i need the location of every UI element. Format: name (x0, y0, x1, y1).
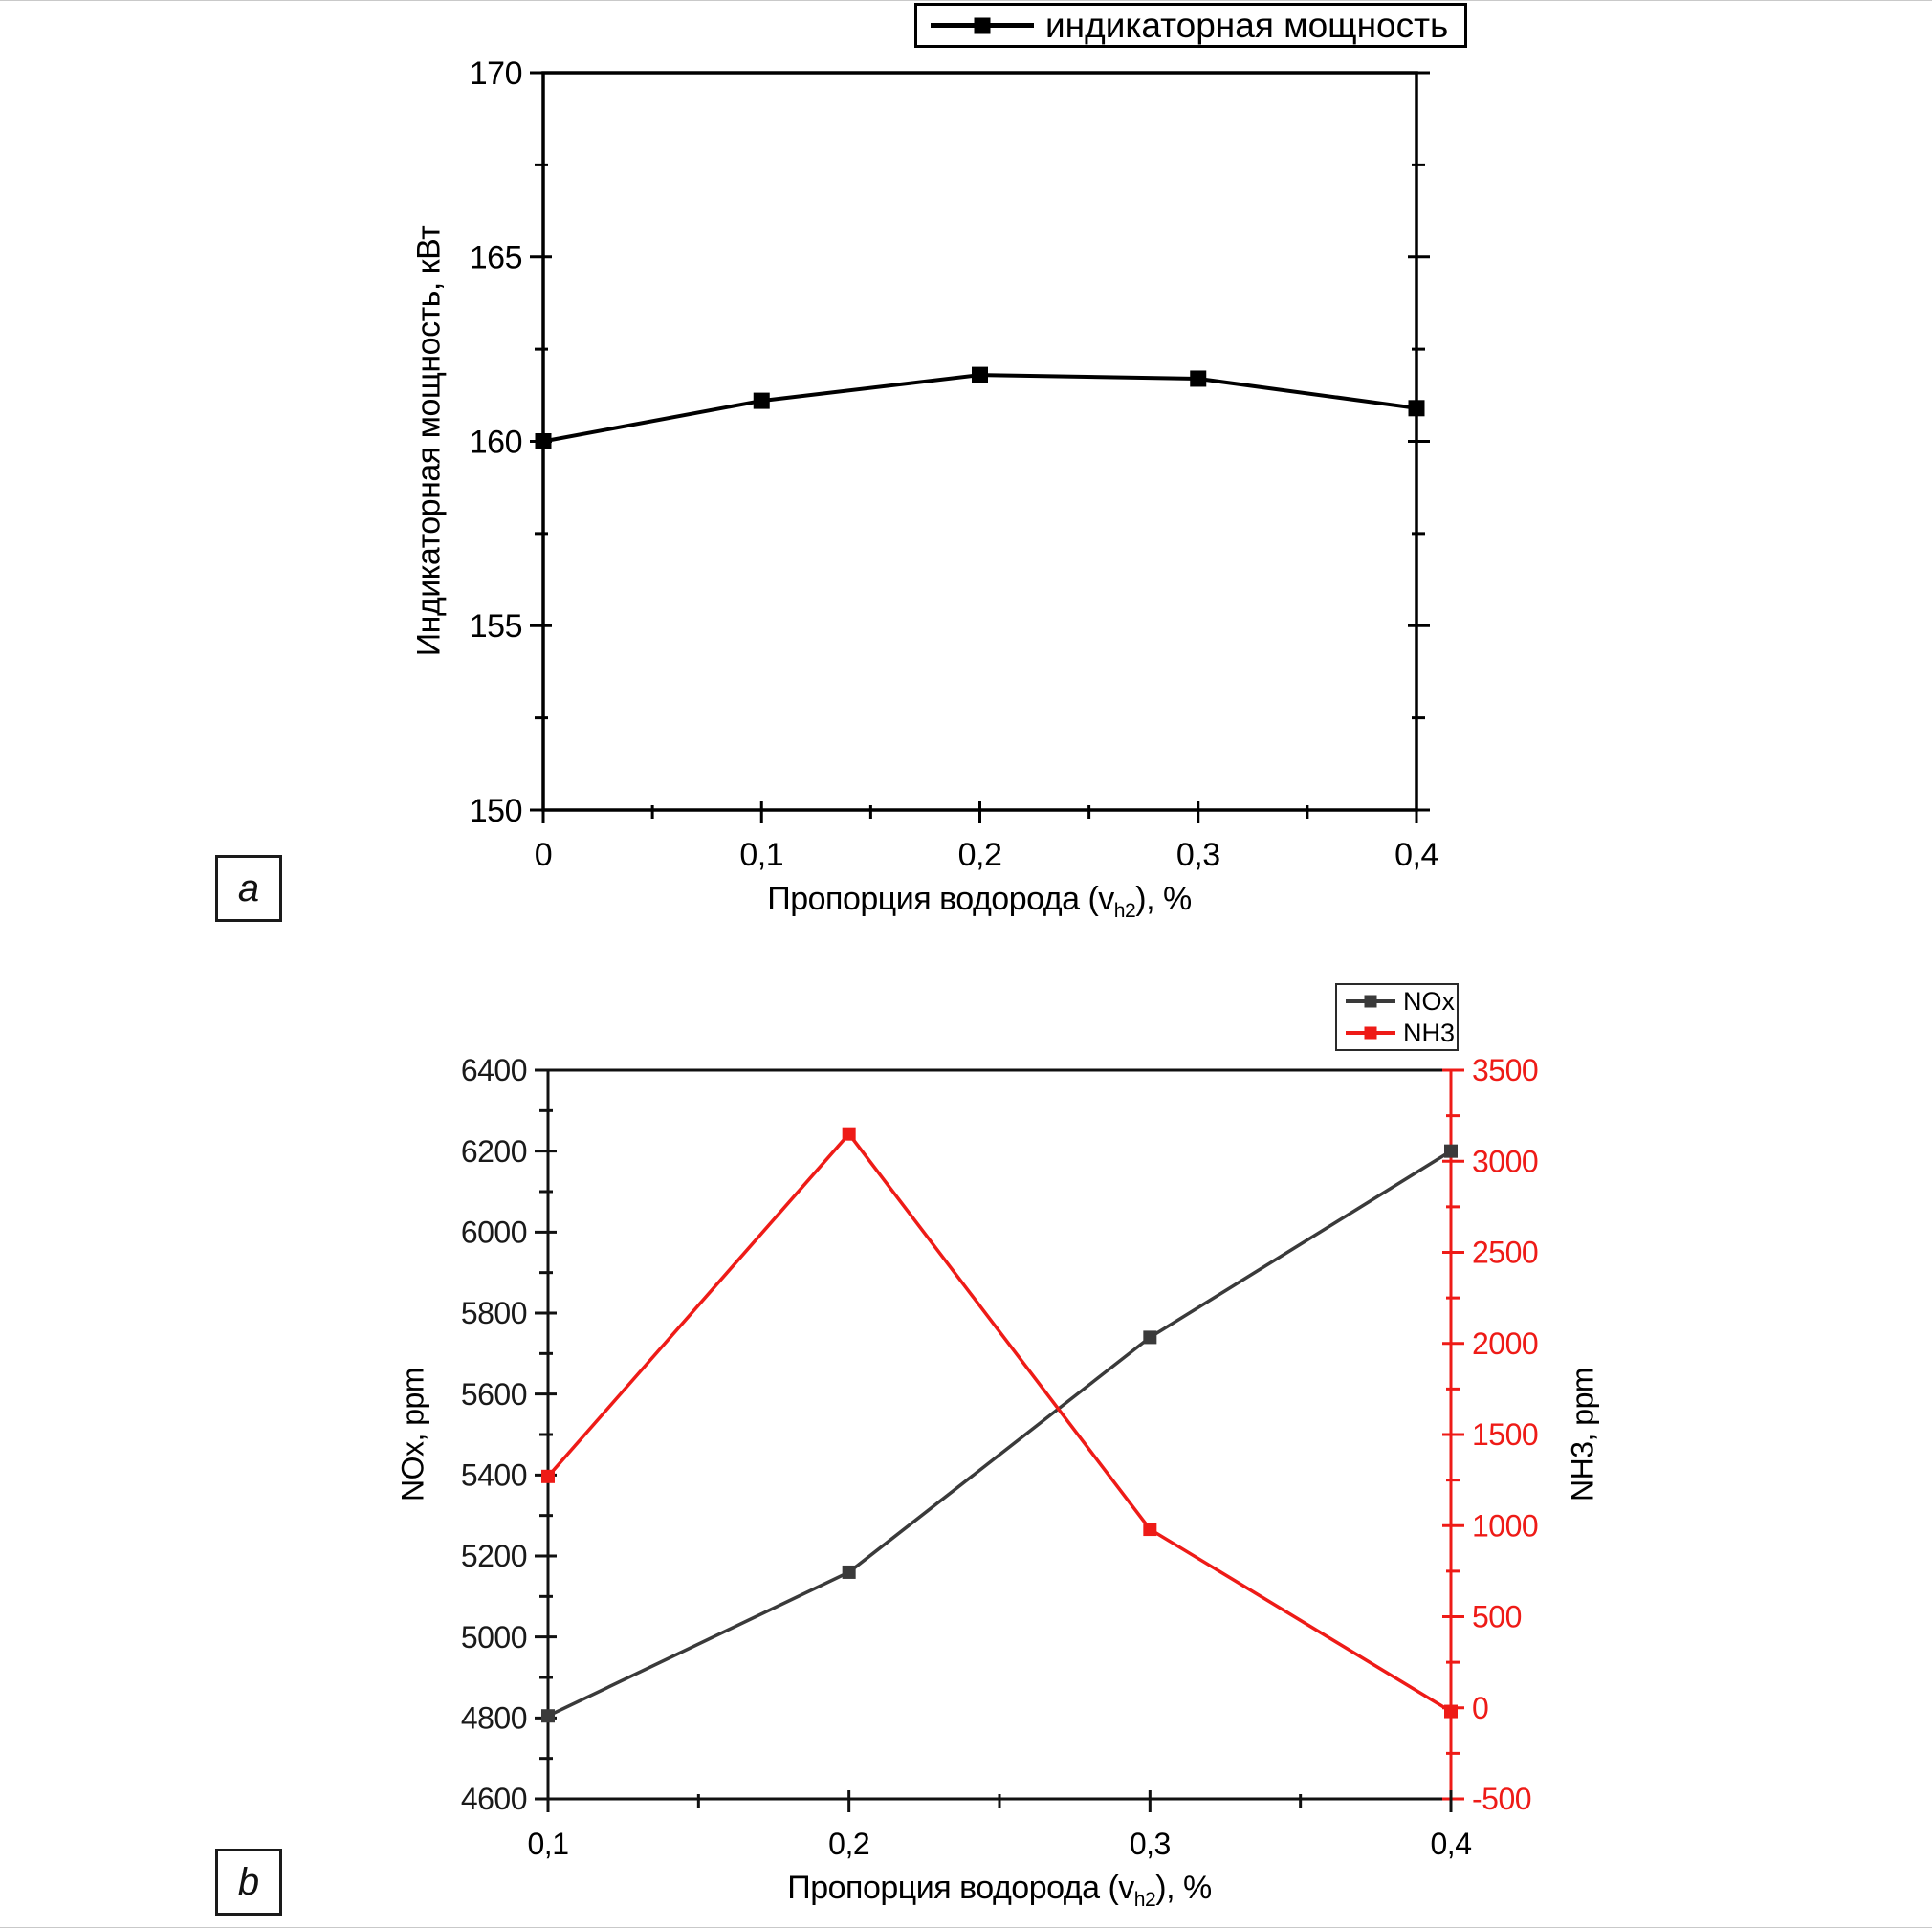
y-tick-label: 5800 (460, 1296, 527, 1331)
chart-a-legend (914, 3, 1467, 48)
nox-series-marker (541, 1709, 555, 1722)
x-tick-label: 0,3 (1175, 837, 1220, 873)
square-marker-icon (975, 17, 991, 33)
power-series-marker (754, 393, 770, 409)
y-tick-label: 5000 (460, 1619, 527, 1654)
nox-series-marker (1444, 1145, 1458, 1158)
nh3-series-line (548, 1134, 1451, 1712)
legend-entry-nh3 (1346, 1020, 1457, 1046)
square-marker-icon (1365, 1027, 1377, 1040)
x-tick-label: 0,4 (1394, 837, 1438, 873)
legend-label: NOx (1403, 986, 1455, 1016)
y-tick-label: 5600 (460, 1376, 527, 1412)
y-tick-label: 6200 (460, 1133, 527, 1169)
legend-entry-nox (1346, 986, 1457, 1016)
legend-line-sample (931, 23, 1034, 28)
panel-label-b: b (215, 1849, 282, 1916)
y-tick-label: 5400 (460, 1457, 527, 1493)
subscript-h2: h2 (1133, 1888, 1156, 1911)
y-tick-label: 6000 (460, 1215, 527, 1250)
legend-label: индикаторная мощность (1045, 6, 1449, 45)
chart-a-x-axis-title: Пропорция водорода $(v_{h2})$, % (767, 881, 1192, 922)
power-series-marker (1190, 370, 1206, 386)
y-tick-label: 160 (469, 424, 522, 461)
x-tick-label: 0 (534, 837, 553, 873)
y-tick-label-right: 1000 (1472, 1508, 1539, 1544)
y-tick-label-right: 3500 (1472, 1053, 1539, 1088)
charts-svg (0, 1, 1932, 1928)
x-tick-label: 0,2 (957, 837, 1002, 873)
x-tick-label: 0,1 (739, 837, 784, 873)
x-tick-label: 0,2 (828, 1827, 870, 1861)
chart-b-right-y-axis-title: NH3, ppm (1565, 1367, 1600, 1502)
chart-b-legend (1335, 983, 1459, 1051)
nh3-series-marker (1444, 1705, 1458, 1719)
square-marker-icon (1365, 996, 1377, 1008)
y-tick-label: 155 (469, 608, 522, 646)
power-series-marker (972, 367, 988, 383)
nox-series-marker (843, 1566, 856, 1579)
nh3-series-marker (1143, 1523, 1156, 1536)
chart-b-x-axis-title: Пропорция водорода $(v_{h2})$, % (787, 1870, 1212, 1911)
y-tick-label-right: 2500 (1472, 1235, 1539, 1270)
power-series-line (543, 375, 1416, 441)
y-tick-label-right: 1500 (1472, 1417, 1539, 1453)
nox-series-marker (1143, 1330, 1156, 1344)
x-tick-label: 0,4 (1430, 1827, 1472, 1861)
chart-b-left-y-axis-title: NOx, ppm (395, 1367, 430, 1502)
y-tick-label: 4800 (460, 1700, 527, 1736)
y-tick-label-right: 2000 (1472, 1326, 1539, 1361)
y-tick-label-right: 3000 (1472, 1144, 1539, 1179)
y-tick-label: 165 (469, 239, 522, 276)
power-series-marker (536, 433, 552, 449)
x-tick-label: 0,1 (527, 1827, 569, 1861)
nh3-series-marker (843, 1128, 856, 1141)
y-tick-label-right: -500 (1472, 1782, 1532, 1817)
subscript-h2: h2 (1113, 899, 1136, 922)
y-tick-label: 6400 (460, 1053, 527, 1088)
x-tick-label: 0,3 (1129, 1827, 1171, 1861)
legend-label: NH3 (1403, 1018, 1456, 1047)
y-tick-label: 170 (469, 55, 522, 92)
y-tick-label: 5200 (460, 1539, 527, 1574)
y-tick-label-right: 500 (1472, 1599, 1522, 1634)
legend-line-sample (1346, 1031, 1395, 1035)
y-tick-label: 150 (469, 792, 522, 829)
y-tick-label: 4600 (460, 1782, 527, 1817)
nh3-series-marker (541, 1470, 555, 1483)
panel-label-a: a (215, 855, 282, 922)
power-series-marker (1409, 400, 1425, 416)
chart-a-y-axis-title: Индикаторная мощность, кВт (410, 225, 448, 657)
y-tick-label-right: 0 (1472, 1690, 1489, 1725)
plot-frame (543, 73, 1416, 810)
legend-entry-power (931, 8, 1464, 43)
legend-line-sample (1346, 999, 1395, 1003)
